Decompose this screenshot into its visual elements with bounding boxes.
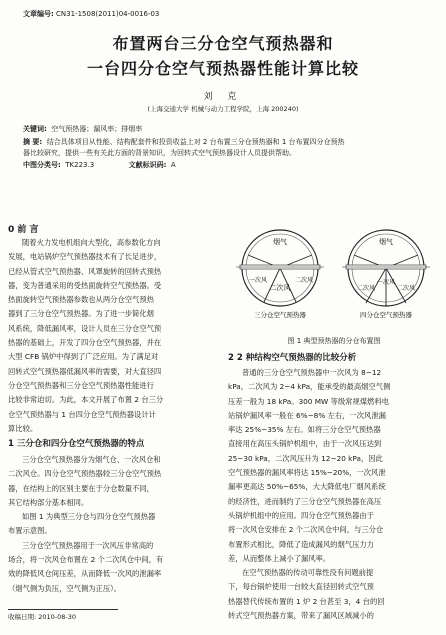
body-line: 器，在结构上的区别主要在于分仓数量不同， xyxy=(8,483,154,493)
body-line: 压差一般为 18 kPa。300 MW 等级常规煤燃料电 xyxy=(228,396,389,406)
doc-code-label: 文章编号: xyxy=(23,10,54,18)
keywords-value: 空气预热器；漏风率；排烟率 xyxy=(51,125,143,133)
body-line: 的经济性，进而制约了三分仓空气预热器在高压 xyxy=(228,496,382,506)
body-line: 在空气预热器的传动可靠性没有问题前提 xyxy=(242,568,374,578)
body-line: 布置形式相比，降低了造成漏风的烟气压力力 xyxy=(228,539,374,549)
body-line: （烟气侧为负压，空气侧为正压）。 xyxy=(8,583,122,593)
body-line: 差，从而整体上减小了漏风率。 xyxy=(228,553,331,563)
left-flue-label: 烟气 xyxy=(273,238,287,246)
body-line: 热器替代传统布置的 1 炉 2 台甚至 3，4 台的回 xyxy=(228,596,385,606)
body-line: 发展，电站锅炉空气预热器技术有了长足进步， xyxy=(8,252,162,262)
body-line: 下，每台锅炉使用一台较大直径回转式空气预 xyxy=(228,582,374,592)
doc-code xyxy=(23,9,159,19)
body-line: 已经从管式空气预热器、风罩旋转的回转式预热 xyxy=(8,266,162,276)
right-mid-label: 一次风 xyxy=(376,279,396,286)
body-line: 热器的基础上，开发了四分仓空气预热器，并在 xyxy=(8,338,162,348)
body-line: 热面旋转空气预热器参数也从两分仓空气预热 xyxy=(8,295,154,305)
section-2-heading: 2 2 种结构空气预热器的比较分析 xyxy=(228,353,357,363)
body-line: 风系统，降低漏风率，设计人员在三分仓空气预 xyxy=(8,323,162,333)
right-l-label: 二次风 xyxy=(356,285,376,292)
body-line: 普通的三分仓空气预热器中一次风为 8~12 xyxy=(242,368,382,377)
keywords: 关键词: 空气预热器；漏风率；排烟率 xyxy=(23,125,143,133)
body-line: 其它结构部分基本相同。 xyxy=(8,497,89,507)
body-line: 漏率更高达 50%~65%，大大降低电厂烟风系统 xyxy=(228,482,386,492)
body-line: 站锅炉漏风率一般在 6%~8% 左右，一次风泄漏 xyxy=(228,410,386,420)
doc-code-value: CN31-1508(2011)04-0016-03 xyxy=(56,10,160,18)
body-line: 效的降低风仓间压差，从而降低一次风的泄漏率 xyxy=(8,569,162,579)
body-line: 将一次风仓安排在 2 个二次风仓中间，与三分仓 xyxy=(228,525,384,535)
section-1-heading: 1 三分仓和四分仓空气预热器的特点 xyxy=(8,439,145,449)
left-l-label: 一次风 xyxy=(248,277,268,284)
left-sub-caption: 三分仓空气预热器 xyxy=(254,311,306,319)
body-line: 算比较。 xyxy=(8,423,38,433)
body-line: 头锅炉机组中的应用。四分仓空气预热器由于 xyxy=(228,510,374,520)
body-line: 回转式空气预热器低漏风率的需要，对大直径四 xyxy=(8,366,162,376)
body-line: 仓空气预热器与 1 台四分仓空气预热器设计计 xyxy=(8,409,156,419)
body-line: 三分仓空气预热器用于一次风压非常高的 xyxy=(22,540,154,550)
classification: 中图分类号: TK223.3 文献标识码: A xyxy=(23,161,176,169)
body-line: 器到了三分仓空气预热器。为了进一步简化烟 xyxy=(8,309,154,319)
body-line: 25~30 kPa，二次风压升为 12~20 kPa，因此 xyxy=(228,453,383,463)
body-line: 场合，将一次风仓布置在 2 个二次风仓中间，有 xyxy=(8,555,164,565)
four-sector-diagram xyxy=(342,230,430,319)
right-sub-caption: 四分仓空气预热器 xyxy=(360,311,412,319)
section-0-heading: 0 前 言 xyxy=(8,225,39,235)
body-line: 大型 CFB 锅炉中得到了广泛应用。为了满足对 xyxy=(8,352,159,362)
author: 刘 克 xyxy=(203,92,243,102)
body-line: 转式空气预热器方案，带来了漏风区域减小的 xyxy=(228,611,374,621)
abstract: 摘 要: 结合具体项目从性能、结构配套件和投资收益上对 2 台布置三分仓预热器和 1 台布置四分仓预热 xyxy=(23,138,345,146)
body-line: kPa，二次风为 2~4 kPa，能承受的最高烟空气侧 xyxy=(228,382,391,392)
body-line: 直接用在高压头锅炉机组中，由于一次风压达到 xyxy=(228,439,382,449)
paper-title-line1: 布置两台三分仓空气预热器和 xyxy=(112,34,334,53)
left-mid-label: 二次风 xyxy=(269,284,291,292)
body-line: 二次风仓。四分仓空气预热器较三分仓空气预热 xyxy=(8,469,162,479)
section-1-body xyxy=(8,453,216,596)
body-line: 随着火力发电机组向大型化，高参数化方向 xyxy=(22,238,161,247)
paper-title-line2: 一台四分仓空气预热器性能计算比较 xyxy=(86,59,359,78)
body-line: 空气预热器的漏风率将达 15%~20%，一次风泄 xyxy=(228,468,386,478)
body-line: 布置示意图。 xyxy=(8,526,52,536)
body-line: 器，变为普通采用的受热面旋转空气预热器。受 xyxy=(8,280,162,290)
received-date: 收稿日期: 2010-08-30 xyxy=(8,613,77,621)
left-r-label: 二次风 xyxy=(294,277,314,284)
section-2-body xyxy=(228,366,440,623)
right-r-label: 二次风 xyxy=(396,285,416,292)
three-sector-diagram xyxy=(236,230,324,319)
body-line: 三分仓空气预热器分为烟气仓、一次风仓和 xyxy=(22,455,161,464)
body-line: 如图 1 为典型三分仓与四分仓空气预热器 xyxy=(22,512,156,522)
figure-1-caption: 图 1 典型预热器的分仓布置图 xyxy=(287,337,381,345)
section-0-body xyxy=(8,236,216,436)
body-line: 分仓空气预热器和三分仓空气预热器性能进行 xyxy=(8,380,154,390)
abstract-line2: 器比较研究，提供一些有关此方面的背景知识，为回转式空气预热器设计人员提供帮助。 xyxy=(23,149,296,157)
figure-1 xyxy=(228,222,440,334)
footnote-rule xyxy=(8,609,118,610)
affiliation: (上海交通大学 机械与动力工程学院，上海 200240) xyxy=(147,105,299,113)
figure-1-svg xyxy=(228,222,440,334)
abstract-line1: 结合具体项目从性能、结构配套件和投资收益上对 2 台布置三分仓预热器和 1 台布置四分仓预热 xyxy=(46,138,345,146)
body-line: 比较非常迫切。为此，本文开展了布置 2 台三分 xyxy=(8,395,164,405)
body-line: 率达 25%~35% 左右。如将三分仓空气预热器 xyxy=(228,425,381,435)
right-flue-label: 烟气 xyxy=(379,238,393,246)
